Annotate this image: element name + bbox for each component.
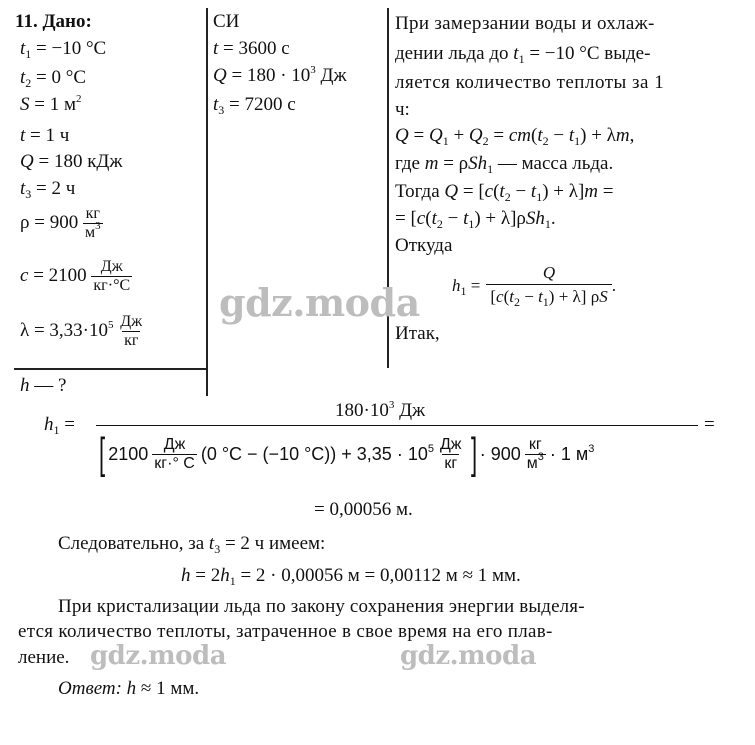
solution-line-2: дении льда до $t_1 = -10$ °C выде- [395, 43, 651, 66]
si-t3: $t_3 = 7200$ с [213, 94, 296, 117]
given-lambda: $\lambda = 3,33\cdot 10^5$ $\frac{Дж}{кг}$ [20, 313, 143, 349]
given-s: S = 1 $м^2$ [20, 93, 82, 115]
watermark-center: gdz.moda [219, 280, 420, 325]
calc-denominator: [ 2100 $\frac{Дж}{кг\cdot^\circ C}$ (0 °C − (−10 $^\circ C)) + 3,35 \cdot 10^5$ $\frac{Дж}{кг}$ ] · 900 $\frac{кг}{м^3}$ · 1 $м^3$ [99, 429, 595, 478]
solution-eq-3: = $[c(t_2 - t_1) + \lambda]\rho Sh_1$. [395, 208, 556, 231]
solution-eq-1-note: где m = ρSh$_1$ — масса льда. [395, 153, 614, 176]
answer-label: Ответ: [58, 678, 122, 699]
answer: Ответ: h ≈ 1 мм. [58, 678, 200, 699]
solution-whence: Откуда [395, 235, 453, 256]
para-line-2: ется количество теплоты, затраченное в свое время на его плав- [18, 621, 553, 642]
given-find-divider [14, 368, 208, 370]
solution-eq-2: Тогда $Q = [c(t_2 - t_1) + \lambda]m$ = [395, 181, 614, 204]
solution-h1-formula: $h_1$ = $\frac{Q}{[c(t_2 - t_1) + \lambda] \rho S}$ . [452, 263, 616, 309]
para-line-1: При кристализации льда по закону сохранения энергии выделя- [58, 596, 585, 617]
watermark-bottom-left: gdz.moda [90, 641, 227, 671]
calc-numerator: $180\cdot 10^3$ Дж [335, 399, 426, 421]
solution-line-3: ляется количество теплоты за 1 [395, 72, 665, 93]
given-t3: $t_3 = 2$ ч [20, 178, 76, 201]
calc-eq-sign: = [704, 414, 715, 435]
calc-consequently: Следовательно, за $t_3 = 2$ ч имеем: [58, 533, 326, 556]
given-header [15, 11, 92, 33]
calc-fraction-bar [96, 425, 698, 426]
given-title: Дано: [42, 11, 92, 32]
si-title: СИ [213, 11, 240, 32]
watermark-bottom-right: gdz.moda [400, 641, 537, 671]
given-t2: $t_2 = 0$ °C [20, 67, 87, 90]
given-si-divider [206, 8, 208, 396]
si-q: $Q = 180 \cdot 10^3$ Дж [213, 64, 347, 86]
given-find: h — ? [20, 375, 67, 396]
calc-result: = 0,00056 м. [314, 499, 413, 520]
solution-line-4: ч: [395, 99, 410, 120]
solution-eq-1: $Q = Q_1 + Q_2 = cm(t_2 - t_1) + \lambda m$, [395, 125, 635, 148]
given-c: c = 2100 $\frac{Дж}{кг\cdot^\circ C}$ [20, 258, 131, 294]
problem-number: 11. [15, 11, 38, 32]
calc-lhs: $h_1$ = [44, 414, 75, 437]
given-t: t = 1 ч [20, 125, 70, 146]
para-line-3: ление. [18, 647, 70, 668]
solution-thus: Итак, [395, 323, 440, 344]
given-t1: $t_1 = -10$ °C [20, 38, 107, 61]
solution-line-1: При замерзании воды и охлаж- [395, 13, 655, 34]
given-rho: ρ = 900 $\frac{кг}{м^3}$ [20, 205, 101, 241]
si-t: t = 3600 с [213, 38, 290, 59]
calc-h-equation: $h = 2h_1 = 2 \cdot 0,00056$ м = 0,00112 м ≈ 1 мм. [181, 565, 521, 588]
given-q: Q = 180 кДж [20, 151, 123, 172]
